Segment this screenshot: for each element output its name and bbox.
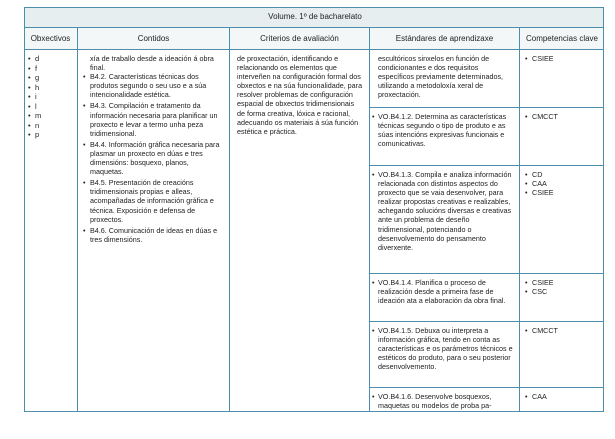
header-competences: Competencias clave bbox=[520, 28, 604, 50]
standard-cell bbox=[370, 322, 520, 388]
table-title-bar bbox=[24, 7, 604, 28]
objective-item: • m bbox=[27, 111, 74, 121]
objective-item: • g bbox=[27, 73, 74, 83]
competence-bullet: • bbox=[525, 326, 528, 335]
header-standards: Estándares de aprendizaxe bbox=[370, 28, 520, 50]
header-objectives: Obxectivos bbox=[24, 28, 78, 50]
competence-item: • CD bbox=[525, 170, 543, 179]
competences-cell bbox=[520, 388, 604, 412]
content-item: • B4.3. Compilación e tratamento da información necesaria para planificar un proxecto e levar a termo unha peza tridimensional. bbox=[82, 101, 223, 137]
competence-item: • CAA bbox=[525, 179, 547, 189]
objective-item: • p bbox=[27, 130, 74, 140]
standard-cell bbox=[370, 108, 520, 166]
competence-bullet: • bbox=[525, 188, 528, 198]
standard-cell bbox=[370, 274, 520, 322]
standard-text: escultóricos sinxelos en función de condicionantes e dos requisitos específicos previamente determinados, utilizando a metodoloxía xeral de proxectación. bbox=[378, 54, 504, 100]
contents-list bbox=[82, 72, 223, 244]
competence-item: • CMCCT bbox=[525, 326, 558, 335]
contents-intro: xía de traballo desde a ideación á obra final. bbox=[90, 54, 214, 73]
content-item: • B4.4. Información gráfica necesaria para plasmar un proxecto en dúas e tres dimensións: bosquexo, planos, maquetas. bbox=[82, 140, 223, 176]
competence-bullet: • bbox=[525, 392, 528, 401]
competence-item: • CSIEE bbox=[525, 54, 554, 63]
standard-bullet: • bbox=[372, 392, 375, 401]
content-item: • B4.2. Características técnicas dos produtos segundo o seu uso e a súa intencionalidade estética. bbox=[82, 72, 223, 99]
standard-text: VO.B4.1.4. Planifica o proceso de realización desde a primeira fase de ideación ata a elaboración da obra final. bbox=[378, 278, 506, 306]
competences-cell bbox=[520, 166, 604, 274]
objective-item: • l bbox=[27, 102, 74, 112]
content-item: • B4.5. Presentación de creacións tridimensionais propias e alleas, acompañadas de información gráfica e técnica. Exposición e defensa de proxectos. bbox=[82, 178, 223, 223]
standard-cell bbox=[370, 50, 520, 108]
competence-bullet: • bbox=[525, 287, 528, 297]
table-title: Volume. 1º de bacharelato bbox=[268, 12, 362, 21]
competence-bullet: • bbox=[525, 170, 528, 179]
standard-bullet: • bbox=[372, 326, 375, 335]
competence-bullet: • bbox=[525, 112, 528, 121]
competence-bullet: • bbox=[525, 278, 528, 287]
standard-bullet: • bbox=[372, 170, 375, 179]
objectives-list bbox=[27, 54, 74, 140]
standard-bullet: • bbox=[372, 112, 375, 121]
objectives-column bbox=[24, 50, 78, 412]
competences-cell bbox=[520, 274, 604, 322]
standard-cell bbox=[370, 166, 520, 274]
competences-cell bbox=[520, 50, 604, 108]
competence-item: • CSIEE bbox=[525, 188, 554, 198]
competence-bullet: • bbox=[525, 54, 528, 63]
standard-text: VO.B4.1.6. Desenvolve bosquexos, maquetas ou modelos de proba pa- bbox=[378, 392, 492, 411]
standard-cell bbox=[370, 388, 520, 412]
criteria-column bbox=[230, 50, 370, 412]
standard-text: VO.B4.1.2. Determina as características técnicas segundo o tipo de produto e as súas intencións expresivas funcionais e comunicativas. bbox=[378, 112, 507, 149]
contents-column bbox=[78, 50, 230, 412]
competence-item: • CMCCT bbox=[525, 112, 558, 121]
standard-text: VO.B4.1.3. Compila e analiza información relacionada con distintos aspectos do proxecto que se vaia desenvolver, para realizar propostas creativas e realizables, achegando solucións diversas e creativas ante un problema de deseño tridimensional, potenciando o desenvolvemento do pensamento diverxente. bbox=[378, 170, 512, 252]
objective-item: • d bbox=[27, 54, 74, 64]
competences-cell bbox=[520, 108, 604, 166]
competence-item: • CAA bbox=[525, 392, 547, 401]
competence-bullet: • bbox=[525, 179, 528, 189]
header-criteria: Criterios de avaliación bbox=[230, 28, 370, 50]
competence-item: • CSIEE bbox=[525, 278, 554, 287]
standard-bullet: • bbox=[372, 278, 375, 287]
objective-item: • h bbox=[27, 83, 74, 93]
competences-cell bbox=[520, 322, 604, 388]
objective-item: • i bbox=[27, 92, 74, 102]
header-contents: Contidos bbox=[78, 28, 230, 50]
standard-text: VO.B4.1.5. Debuxa ou interpreta a información gráfica, tendo en conta as características e os parámetros técnicos e estéticos do produto, para o seu posterior desenvolvemento. bbox=[378, 326, 513, 372]
objective-item: • f bbox=[27, 64, 74, 74]
objective-item: • n bbox=[27, 121, 74, 131]
curriculum-table bbox=[24, 7, 604, 412]
criteria-text: de proxectación, identificando e relacionando os elementos que interveñen na configuración formal dos obxectos e na súa funcionalidade, para resolver problemas de configuración espacial de obxectos tridimensionais de forma creativa, lóxica e racional, adecuando os materiais á súa función estética e práctica. bbox=[237, 54, 363, 136]
content-item: • B4.6. Comunicación de ideas en dúas e tres dimensións. bbox=[82, 226, 223, 244]
competence-item: • CSC bbox=[525, 287, 548, 297]
